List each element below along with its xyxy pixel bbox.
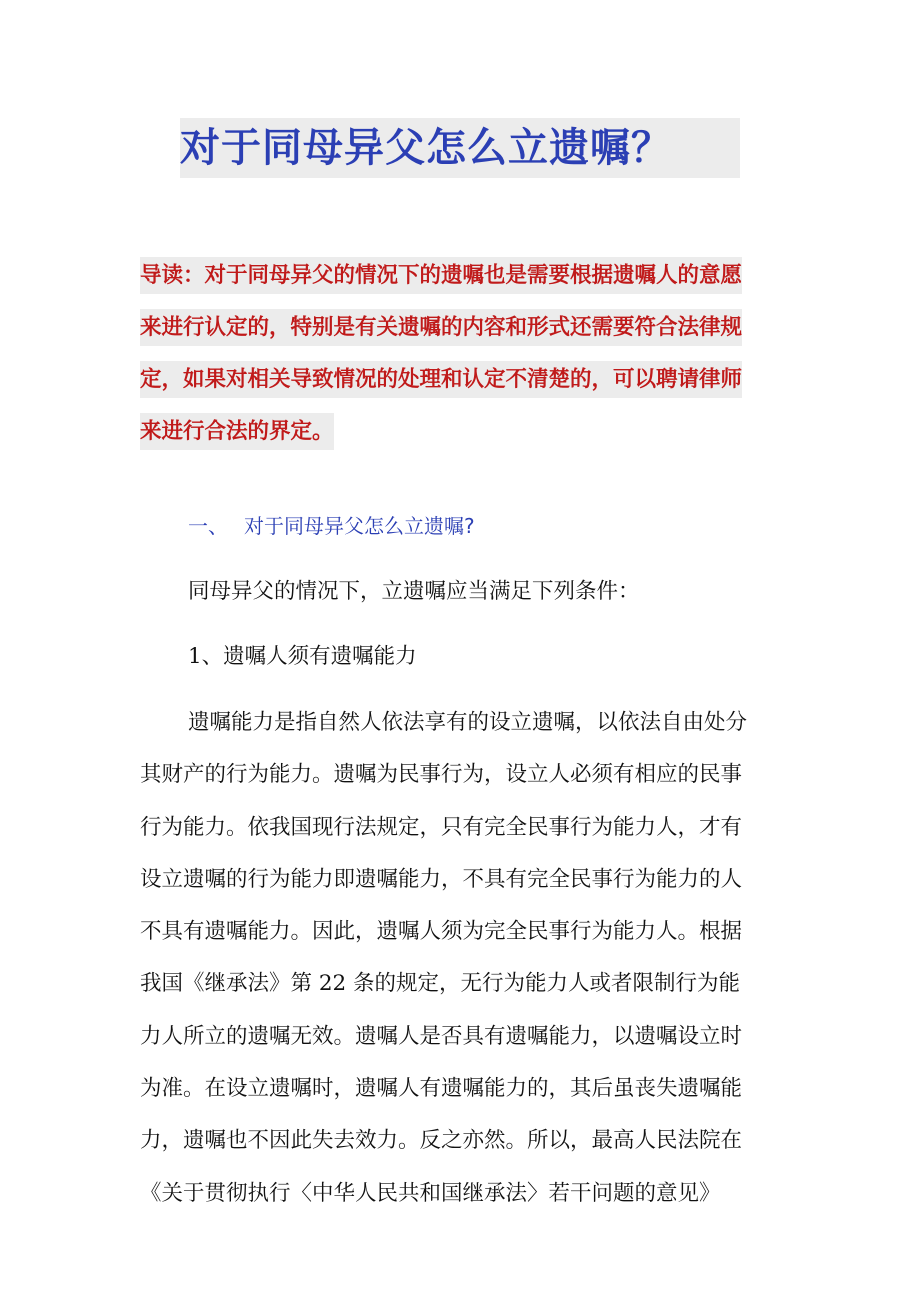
section-number: 一、	[188, 514, 228, 538]
paragraph-item-1: 1、遗嘱人须有遗嘱能力	[188, 644, 417, 669]
body-line: 不具有遗嘱能力。因此，遗嘱人须为完全民事行为能力人。根据	[140, 919, 743, 945]
intro-line	[140, 406, 780, 458]
intro-line-text: 定，如果对相关导致情况的处理和认定不清楚的，可以聘请律师	[140, 361, 742, 398]
intro-line	[140, 250, 780, 302]
section-heading-text: 对于同母异父怎么立遗嘱?	[244, 514, 475, 538]
section-heading	[188, 510, 475, 542]
intro-line-text: 导读：对于同母异父的情况下的遗嘱也是需要根据遗嘱人的意愿	[140, 257, 742, 294]
title-highlight	[180, 118, 740, 178]
intro-line	[140, 354, 780, 406]
body-line: 遗嘱能力是指自然人依法享有的设立遗嘱，以依法自由处分	[188, 710, 748, 735]
paragraph-conditions: 同母异父的情况下，立遗嘱应当满足下列条件：	[188, 579, 640, 604]
intro-line-text: 来进行合法的界定。	[140, 413, 334, 450]
intro-block	[140, 250, 780, 458]
body-line: 我国《继承法》第 22 条的规定，无行为能力人或者限制行为能	[140, 971, 741, 997]
body-line: 设立遗嘱的行为能力即遗嘱能力，不具有完全民事行为能力的人	[140, 866, 743, 892]
body-line: 行为能力。依我国现行法规定，只有完全民事行为能力人，才有	[140, 814, 743, 840]
body-line: 力人所立的遗嘱无效。遗嘱人是否具有遗嘱能力，以遗嘱设立时	[140, 1023, 743, 1049]
body-line: 力，遗嘱也不因此失去效力。反之亦然。所以，最高人民法院在	[140, 1128, 743, 1154]
body-line: 为准。在设立遗嘱时，遗嘱人有遗嘱能力的，其后虽丧失遗嘱能	[140, 1076, 743, 1102]
body-line: 《关于贯彻执行〈中华人民共和国继承法〉若干问题的意见》	[140, 1180, 721, 1206]
body-paragraph	[140, 703, 790, 1226]
page-title: 对于同母异父怎么立遗嘱？	[180, 125, 672, 171]
body-line: 其财产的行为能力。遗嘱为民事行为，设立人必须有相应的民事	[140, 762, 743, 788]
intro-line	[140, 302, 780, 354]
intro-line-text: 来进行认定的，特别是有关遗嘱的内容和形式还需要符合法律规	[140, 309, 742, 346]
